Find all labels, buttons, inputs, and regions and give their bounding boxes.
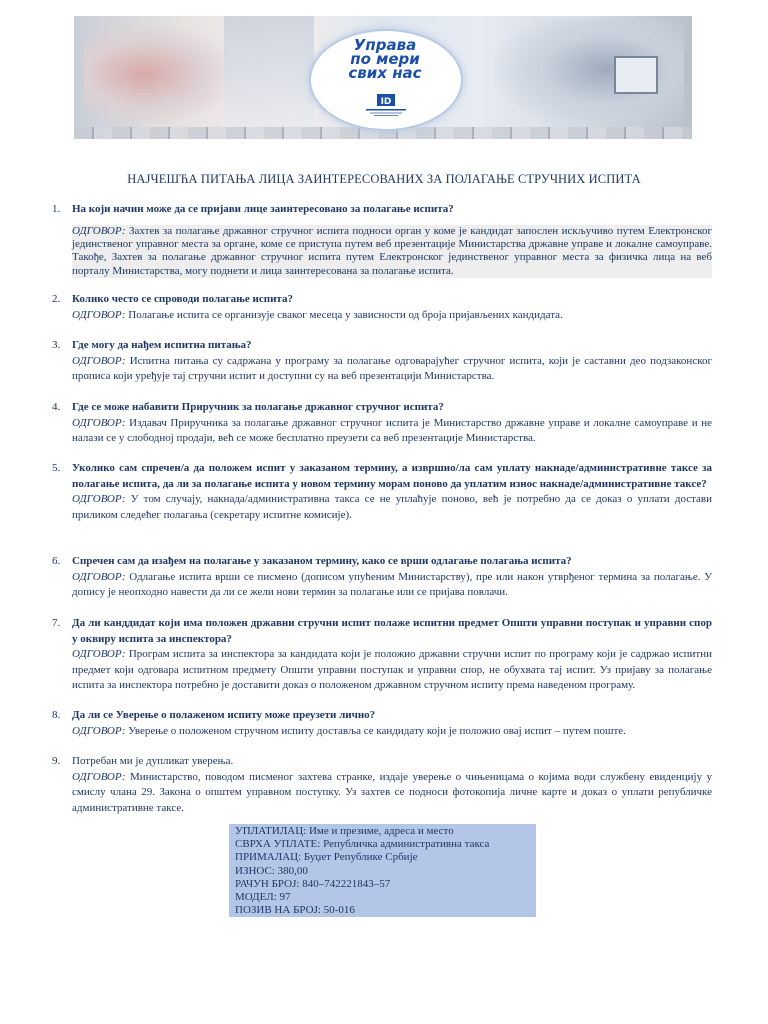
answer-text: [72, 354, 712, 385]
answer-prefix: ОДГОВОР:: [72, 570, 126, 583]
question-text: На који начин може да се пријави лице заинтересовано за полагање испита?: [72, 203, 454, 215]
slogan: [324, 38, 446, 80]
svg-text:ID: ID: [380, 97, 392, 107]
payment-line: МОДЕЛ: 97: [235, 891, 291, 904]
answer-text: [72, 724, 712, 740]
faq-item-7: [52, 616, 712, 694]
faq-item-1: [52, 202, 712, 278]
question-text: Спречен сам да изађем на полагање у заказаном термину, како се врши одлагање полагања испита?: [72, 555, 572, 567]
question-number: 2.: [52, 293, 61, 305]
answer-body: У том случају, накнада/административна такса се не уплаћује поново, већ је потребно да се доказ о уплати достави приликом следећег полагања (секретару испитне комисије).: [72, 493, 713, 521]
answer-prefix: ОДГОВОР:: [72, 416, 126, 429]
page-title: НАЈЧЕШЋА ПИТАЊА ЛИЦА ЗАИНТЕРЕСОВАНИХ ЗА ПОЛАГАЊЕ СТРУЧНИХ ИСПИТА: [127, 172, 641, 186]
faq-item-5: [52, 461, 712, 523]
slogan-line: Управа: [353, 36, 417, 54]
question-number: 9.: [52, 755, 61, 767]
answer-body: Одлагање испита врши се писмено (дописом упућеним Министарству), пре или након утврђеног термина за полагање. У допису је неопходно навести да ли се жели нови термин за полагање или се пријава повлачи.: [72, 570, 712, 598]
answer-text: [72, 647, 712, 694]
question-text: Где се може набавити Приручник за полагање државног стручног испита?: [72, 401, 444, 413]
answer-prefix: ОДГОВОР:: [72, 354, 126, 367]
faq-item-6: [52, 554, 712, 601]
faq-item-4: [52, 400, 712, 447]
question-number: 4.: [52, 401, 61, 413]
slogan-line: свих нас: [348, 64, 422, 82]
question-number: 6.: [52, 555, 61, 567]
answer-text: [72, 308, 712, 324]
question-number: 3.: [52, 339, 61, 351]
slogan-line: по мери: [350, 50, 420, 68]
payment-slip-box: [229, 824, 536, 917]
payment-line: ИЗНОС: 380,00: [235, 864, 308, 877]
question-number: 5.: [52, 462, 61, 474]
question-text: Да ли канддидат који има положен државни стручни испит полаже испитни предмет Општи управни поступак и управни спор у оквиру испита за инспектора?: [72, 617, 712, 645]
banner-photo-center: [224, 16, 314, 136]
answer-body: Захтев за полагање државног стручног испита подноси орган у коме је кандидат запослен искључиво путем Електронског јединственог управног места за органе, коме се приступа путем веб презентације Министарства државне управе и локалне самоуправе. Такође, Захтев за полагање државног стручног испита путем Електронског јединственог управног места за физичка лица на веб порталу Министарства, могу поднети и лица заинтересована за полагање испита.: [72, 224, 712, 277]
ministry-logo-icon: [364, 94, 408, 118]
question-text: Да ли се Уверење о полаженом испиту може преузети лично?: [72, 709, 376, 721]
answer-prefix: ОДГОВОР:: [72, 308, 126, 321]
answer-prefix: ОДГОВОР:: [72, 770, 126, 783]
question-text: Уколико сам спречен/а да положем испит у заказаном термину, а извршио/ла сам уплату накнаде/административне таксе за полагање испита, да ли за полагање испита у новом термину морам поново да уплатим износ накнаде/административне таксе?: [72, 462, 712, 490]
faq-item-3: [52, 338, 712, 385]
answer-text: [72, 416, 712, 447]
faq-item-8: [52, 708, 712, 739]
answer-text: [72, 570, 712, 601]
payment-line: УПЛАТИЛАЦ: Име и презиме, адреса и место: [235, 825, 454, 837]
question-text: Потребан ми је дупликат уверења.: [72, 755, 234, 767]
question-text: Колико често се спроводи полагање испита?: [72, 293, 293, 305]
answer-prefix: ОДГОВОР:: [72, 724, 126, 737]
answer-text: [72, 492, 712, 523]
header-banner: [74, 16, 692, 139]
banner-photo-left: [84, 24, 234, 124]
question-number: 7.: [52, 617, 61, 629]
answer-body: Испитна питања су садржана у програму за полагање одговарајућег стручног испита, који је саставни део подзаконског прописа који уређује тај стручни испит и доступни су на веб презентацији Министарства.: [72, 354, 713, 382]
answer-prefix: ОДГОВОР:: [72, 224, 126, 237]
answer-body: Издавач Приручника за полагање државног стручног испита је Министарство државне управе и локалне самоуправе и не налази се у слободној продаји, већ се може бесплатно преузети са веб презентације Министарства.: [72, 416, 712, 444]
answer-text: [72, 770, 712, 817]
faq-item-9: [52, 754, 712, 816]
answer-prefix: ОДГОВОР:: [72, 493, 126, 505]
payment-line: ПОЗИВ НА БРОЈ: 50-016: [235, 904, 355, 917]
faq-item-2: [52, 292, 712, 323]
answer-body: Министарство, поводом писменог захтева странке, издаје уверење о чињеницама о којима води службену евиденцију у смислу члана 29. Закона о општем управном поступку. Уз захтев се подноси фотокопија личне карте и доказ о уплати републичке административне таксе.: [72, 770, 713, 814]
question-number: 1.: [52, 203, 61, 215]
question-text: Где могу да нађем испитна питања?: [72, 339, 252, 351]
answer-body: Уверење о положеном стручном испиту доставља се кандидату који је положио овај испит – путем поште.: [128, 724, 626, 737]
banner-monitor: [614, 56, 658, 94]
payment-line: РАЧУН БРОЈ: 840–742221843–57: [235, 877, 391, 890]
answer-body: Програм испита за инспектора за кандидата који је положио државни стручни испит по програму који је садржао испитни предмет који одговара испитном предмету Општи управни поступак и управни спор, не обухвата тај испит. Уз пријаву за полагање испита за инспектора потребно је доставити доказ о положеном државном стручном испиту према наведеном програму.: [72, 648, 712, 691]
answer-prefix: ОДГОВОР:: [72, 648, 126, 660]
question-number: 8.: [52, 709, 61, 721]
payment-line: СВРХА УПЛАТЕ: Републичка административна такса: [235, 838, 490, 851]
payment-line: ПРИМАЛАЦ: Буџет Републике Србије: [235, 851, 418, 864]
answer-body: Полагање испита се организује сваког месеца у зависности од броја пријављених кандидата.: [128, 308, 563, 321]
answer-text: [72, 225, 712, 279]
